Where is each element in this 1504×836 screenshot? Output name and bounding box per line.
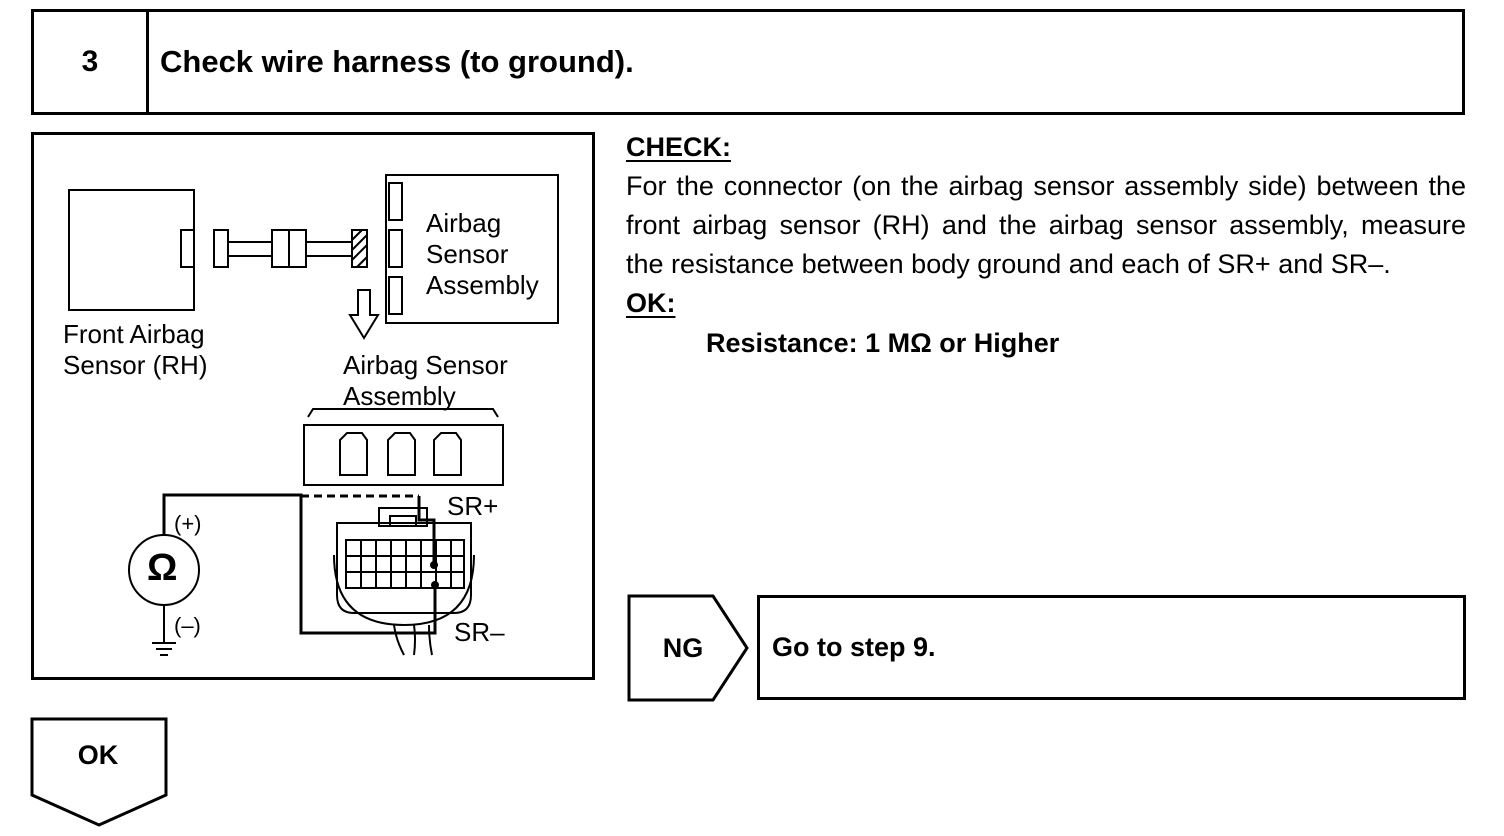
sr-minus-label: SR– xyxy=(454,617,505,647)
check-text: For the connector (on the airbag sensor assembly side) between the front airbag sensor (RH) and the airbag sensor assembly, measure the resistance between body ground and each of SR+ and SR–. xyxy=(626,171,1466,279)
check-heading: CHECK: xyxy=(626,132,731,162)
check-text-block xyxy=(626,128,1466,363)
step-header xyxy=(31,9,1465,115)
front-sensor-box xyxy=(69,190,194,310)
step-number: 3 xyxy=(34,12,149,112)
ok-heading: OK: xyxy=(626,288,676,318)
wiring-diagram xyxy=(31,132,595,680)
ng-action-box xyxy=(757,595,1466,700)
ohm-symbol: Ω xyxy=(147,547,178,589)
front-sensor-label: Front Airbag Sensor (RH) xyxy=(63,319,208,380)
ng-tag-label: NG xyxy=(662,632,704,663)
step-title: Check wire harness (to ground). xyxy=(160,44,634,79)
assembly-top-label: Airbag Sensor Assembly xyxy=(426,208,539,300)
down-arrow-icon xyxy=(350,290,378,338)
ok-spec: Resistance: 1 MΩ or Higher xyxy=(706,328,1060,358)
ng-action-text: Go to step 9. xyxy=(772,632,936,662)
ok-tag-label: OK xyxy=(77,740,119,770)
assembly-bottom-label: Airbag Sensor Assembly xyxy=(343,350,508,411)
minus-label: (–) xyxy=(174,613,201,638)
sr-plus-label: SR+ xyxy=(447,491,499,521)
plus-label: (+) xyxy=(174,511,202,536)
ok-tag-shape xyxy=(30,717,170,829)
